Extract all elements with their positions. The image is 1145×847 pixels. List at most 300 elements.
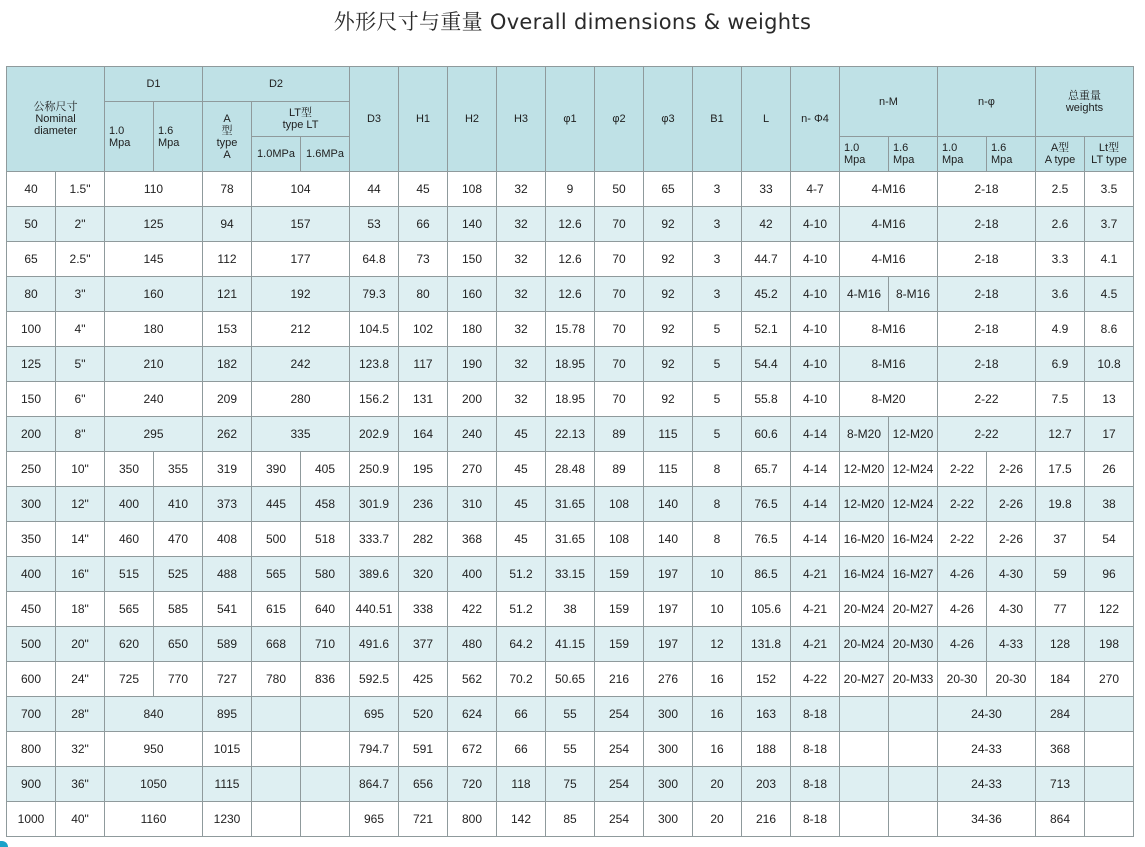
d1-cell: 210 (105, 347, 203, 382)
nominal-inch-cell: 28" (56, 697, 105, 732)
d1-1.0mpa-cell: 350 (105, 452, 154, 487)
d1-cell: 180 (105, 312, 203, 347)
h1-cell: 338 (399, 592, 448, 627)
d2-lt-1.0mpa-cell: 565 (252, 557, 301, 592)
weight-type-lt-cell (1085, 732, 1134, 767)
weight-type-lt-cell: 3.5 (1085, 172, 1134, 207)
h2-cell: 270 (448, 452, 497, 487)
b1-cell: 8 (693, 452, 742, 487)
h2-cell: 240 (448, 417, 497, 452)
phi3-cell: 300 (644, 732, 693, 767)
weight-type-lt-cell: 3.7 (1085, 207, 1134, 242)
weight-type-a-cell: 184 (1036, 662, 1085, 697)
h3-cell: 32 (497, 382, 546, 417)
n-m-1.6mpa-cell (889, 732, 938, 767)
phi3-cell: 300 (644, 802, 693, 837)
phi3-cell: 300 (644, 767, 693, 802)
nominal-inch-cell: 16" (56, 557, 105, 592)
h1-cell: 164 (399, 417, 448, 452)
phi2-cell: 70 (595, 207, 644, 242)
b1-cell: 10 (693, 557, 742, 592)
weight-type-lt-cell: 38 (1085, 487, 1134, 522)
weight-type-lt-cell: 4.5 (1085, 277, 1134, 312)
weight-type-a-cell: 3.6 (1036, 277, 1085, 312)
d2-type-a-cell: 209 (203, 382, 252, 417)
d2-type-a-cell: 408 (203, 522, 252, 557)
h3-cell: 32 (497, 312, 546, 347)
nominal-inch-cell: 4" (56, 312, 105, 347)
l-cell: 86.5 (742, 557, 791, 592)
weight-type-a-cell: 864 (1036, 802, 1085, 837)
h3-cell: 118 (497, 767, 546, 802)
d3-cell: 64.8 (350, 242, 399, 277)
h3-cell: 66 (497, 732, 546, 767)
h3-cell: 51.2 (497, 592, 546, 627)
table-row (7, 662, 1134, 697)
n-m-1.0mpa-cell (840, 767, 889, 802)
phi3-cell: 92 (644, 207, 693, 242)
d3-cell: 79.3 (350, 277, 399, 312)
l-cell: 163 (742, 697, 791, 732)
nominal-dn-cell: 350 (7, 522, 56, 557)
d1-1.0mpa-cell: 460 (105, 522, 154, 557)
d2-type-a-cell: 319 (203, 452, 252, 487)
nominal-inch-cell: 14" (56, 522, 105, 557)
n-m-cell: 8-M16 (840, 347, 938, 382)
phi2-cell: 159 (595, 592, 644, 627)
h1-cell: 45 (399, 172, 448, 207)
d3-cell: 491.6 (350, 627, 399, 662)
n-phi4-cell: 8-18 (791, 767, 840, 802)
h2-cell: 624 (448, 697, 497, 732)
n-m-1.0mpa-header: 1.0 Mpa (840, 137, 889, 172)
phi3-header: φ3 (644, 67, 693, 172)
nominal-dn-cell: 200 (7, 417, 56, 452)
n-m-1.6mpa-cell (889, 767, 938, 802)
weight-type-a-cell: 128 (1036, 627, 1085, 662)
h1-cell: 131 (399, 382, 448, 417)
d1-cell: 125 (105, 207, 203, 242)
d2-lt-1.6mpa-cell: 518 (301, 522, 350, 557)
h3-cell: 142 (497, 802, 546, 837)
d2-lt-cell: 104 (252, 172, 350, 207)
n-phi4-cell: 4-10 (791, 347, 840, 382)
l-cell: 76.5 (742, 487, 791, 522)
phi1-cell: 18.95 (546, 382, 595, 417)
n-m-1.6mpa-cell (889, 697, 938, 732)
phi2-cell: 70 (595, 242, 644, 277)
weight-type-a-cell: 17.5 (1036, 452, 1085, 487)
n-phi-cell: 2-18 (938, 242, 1036, 277)
h3-header: H3 (497, 67, 546, 172)
n-m-1.0mpa-cell: 4-M16 (840, 277, 889, 312)
h3-cell: 32 (497, 277, 546, 312)
n-m-1.0mpa-cell: 16-M24 (840, 557, 889, 592)
h1-cell: 282 (399, 522, 448, 557)
h1-cell: 656 (399, 767, 448, 802)
phi1-cell: 75 (546, 767, 595, 802)
h2-cell: 108 (448, 172, 497, 207)
d2-type-a-cell: 78 (203, 172, 252, 207)
b1-cell: 16 (693, 662, 742, 697)
n-m-1.6mpa-header: 1.6 Mpa (889, 137, 938, 172)
n-phi4-cell: 4-10 (791, 207, 840, 242)
b1-cell: 20 (693, 767, 742, 802)
n-phi-1.6mpa-cell: 4-33 (987, 627, 1036, 662)
phi2-cell: 159 (595, 557, 644, 592)
nominal-dn-cell: 65 (7, 242, 56, 277)
phi2-header: φ2 (595, 67, 644, 172)
d2-header: D2 (203, 67, 350, 102)
d2-lt-1.0mpa-cell: 445 (252, 487, 301, 522)
d3-cell: 592.5 (350, 662, 399, 697)
weight-type-a-cell: 713 (1036, 767, 1085, 802)
weight-type-a-cell: 7.5 (1036, 382, 1085, 417)
d1-cell: 110 (105, 172, 203, 207)
d1-cell: 950 (105, 732, 203, 767)
n-m-1.6mpa-cell: 20-M30 (889, 627, 938, 662)
weight-type-a-cell: 2.5 (1036, 172, 1085, 207)
d2-lt-cell: 280 (252, 382, 350, 417)
n-m-header: n-M (840, 67, 938, 137)
nominal-inch-cell: 32" (56, 732, 105, 767)
nominal-inch-cell: 40" (56, 802, 105, 837)
n-phi-1.0mpa-cell: 4-26 (938, 592, 987, 627)
h3-cell: 45 (497, 522, 546, 557)
b1-cell: 3 (693, 242, 742, 277)
phi1-cell: 12.6 (546, 207, 595, 242)
d3-cell: 440.51 (350, 592, 399, 627)
h2-cell: 800 (448, 802, 497, 837)
n-phi4-cell: 4-21 (791, 557, 840, 592)
weight-type-a-cell: 2.6 (1036, 207, 1085, 242)
weight-type-a-cell: 37 (1036, 522, 1085, 557)
d1-1.0mpa-cell: 515 (105, 557, 154, 592)
b1-cell: 20 (693, 802, 742, 837)
d2-lt-1.0mpa-cell: 780 (252, 662, 301, 697)
l-cell: 55.8 (742, 382, 791, 417)
phi2-cell: 70 (595, 277, 644, 312)
n-m-1.6mpa-cell: 20-M27 (889, 592, 938, 627)
d2-type-lt-header: LT型 type LT (252, 102, 350, 137)
d1-1.6mpa-cell: 410 (154, 487, 203, 522)
page-title: 外形尺寸与重量 Overall dimensions & weights (333, 10, 812, 34)
n-phi4-cell: 4-21 (791, 592, 840, 627)
d2-lt-1.0mpa-cell: 615 (252, 592, 301, 627)
n-phi-cell: 2-18 (938, 277, 1036, 312)
n-m-1.0mpa-cell (840, 697, 889, 732)
phi2-cell: 254 (595, 767, 644, 802)
n-phi4-cell: 4-14 (791, 417, 840, 452)
d1-cell: 160 (105, 277, 203, 312)
h1-cell: 520 (399, 697, 448, 732)
phi2-cell: 108 (595, 487, 644, 522)
d2-type-a-header: A 型 type A (203, 102, 252, 172)
l-cell: 105.6 (742, 592, 791, 627)
weight-type-lt-cell: 198 (1085, 627, 1134, 662)
d2-lt-1.0mpa-header: 1.0MPa (252, 137, 301, 172)
n-phi-1.0mpa-cell: 2-22 (938, 487, 987, 522)
d2-type-a-cell: 488 (203, 557, 252, 592)
h1-cell: 102 (399, 312, 448, 347)
nominal-inch-cell: 24" (56, 662, 105, 697)
d3-cell: 333.7 (350, 522, 399, 557)
table-row (7, 172, 1134, 207)
d2-lt-cell: 242 (252, 347, 350, 382)
h2-cell: 160 (448, 277, 497, 312)
n-phi-cell: 2-22 (938, 417, 1036, 452)
n-phi-1.6mpa-cell: 2-26 (987, 452, 1036, 487)
phi1-cell: 31.65 (546, 487, 595, 522)
d2-lt-1.6mpa-cell (301, 732, 350, 767)
phi2-cell: 254 (595, 732, 644, 767)
n-phi4-cell: 4-14 (791, 452, 840, 487)
phi1-cell: 28.48 (546, 452, 595, 487)
h2-cell: 400 (448, 557, 497, 592)
d2-type-a-cell: 121 (203, 277, 252, 312)
n-m-cell: 8-M20 (840, 382, 938, 417)
n-m-1.6mpa-cell: 12-M24 (889, 452, 938, 487)
l-cell: 52.1 (742, 312, 791, 347)
h3-cell: 45 (497, 487, 546, 522)
d2-lt-1.6mpa-cell (301, 697, 350, 732)
n-m-1.0mpa-cell: 16-M20 (840, 522, 889, 557)
nominal-diameter-header: 公称尺寸 Nominal diameter (7, 67, 105, 172)
d3-cell: 695 (350, 697, 399, 732)
n-phi-1.0mpa-header: 1.0 Mpa (938, 137, 987, 172)
nominal-dn-cell: 700 (7, 697, 56, 732)
h1-cell: 66 (399, 207, 448, 242)
d2-lt-1.6mpa-cell: 580 (301, 557, 350, 592)
b1-cell: 12 (693, 627, 742, 662)
h3-cell: 32 (497, 172, 546, 207)
d1-1.0mpa-cell: 400 (105, 487, 154, 522)
nominal-dn-cell: 150 (7, 382, 56, 417)
nominal-inch-cell: 10" (56, 452, 105, 487)
b1-cell: 16 (693, 697, 742, 732)
n-phi4-cell: 4-10 (791, 382, 840, 417)
phi1-cell: 33.15 (546, 557, 595, 592)
n-m-1.0mpa-cell (840, 732, 889, 767)
nominal-inch-cell: 18" (56, 592, 105, 627)
phi2-cell: 70 (595, 347, 644, 382)
phi3-cell: 140 (644, 522, 693, 557)
n-phi-header: n-φ (938, 67, 1036, 137)
l-cell: 44.7 (742, 242, 791, 277)
d2-lt-1.6mpa-cell: 405 (301, 452, 350, 487)
d2-type-a-cell: 1230 (203, 802, 252, 837)
phi3-cell: 92 (644, 382, 693, 417)
nominal-inch-cell: 36" (56, 767, 105, 802)
table-row (7, 697, 1134, 732)
d2-type-a-cell: 94 (203, 207, 252, 242)
h1-cell: 425 (399, 662, 448, 697)
phi3-cell: 140 (644, 487, 693, 522)
weight-type-lt-cell (1085, 802, 1134, 837)
d2-lt-cell: 157 (252, 207, 350, 242)
d1-cell: 295 (105, 417, 203, 452)
d2-lt-1.0mpa-cell (252, 697, 301, 732)
weight-type-lt-cell: 270 (1085, 662, 1134, 697)
d1-1.6mpa-cell: 525 (154, 557, 203, 592)
nominal-dn-cell: 1000 (7, 802, 56, 837)
nominal-dn-cell: 40 (7, 172, 56, 207)
n-phi4-cell: 4-22 (791, 662, 840, 697)
phi3-cell: 197 (644, 627, 693, 662)
n-phi-1.6mpa-header: 1.6 Mpa (987, 137, 1036, 172)
d2-lt-1.0mpa-cell: 390 (252, 452, 301, 487)
n-phi-cell: 2-22 (938, 382, 1036, 417)
l-cell: 45.2 (742, 277, 791, 312)
weight-type-lt-cell: 17 (1085, 417, 1134, 452)
n-phi-1.0mpa-cell: 20-30 (938, 662, 987, 697)
phi1-cell: 12.6 (546, 277, 595, 312)
d1-1.0mpa-cell: 565 (105, 592, 154, 627)
d1-1.6mpa-cell: 585 (154, 592, 203, 627)
b1-cell: 3 (693, 207, 742, 242)
weight-type-a-cell: 4.9 (1036, 312, 1085, 347)
weight-type-lt-cell: 4.1 (1085, 242, 1134, 277)
n-phi-cell: 34-36 (938, 802, 1036, 837)
phi3-cell: 197 (644, 557, 693, 592)
nominal-inch-cell: 20" (56, 627, 105, 662)
n-phi4-cell: 4-14 (791, 522, 840, 557)
d3-cell: 864.7 (350, 767, 399, 802)
h2-cell: 200 (448, 382, 497, 417)
n-phi-1.6mpa-cell: 2-26 (987, 522, 1036, 557)
d2-lt-cell: 335 (252, 417, 350, 452)
nominal-dn-cell: 500 (7, 627, 56, 662)
h2-cell: 562 (448, 662, 497, 697)
n-m-1.0mpa-cell: 8-M20 (840, 417, 889, 452)
b1-cell: 5 (693, 382, 742, 417)
n-m-1.6mpa-cell (889, 802, 938, 837)
d3-cell: 389.6 (350, 557, 399, 592)
nominal-dn-cell: 80 (7, 277, 56, 312)
h2-cell: 310 (448, 487, 497, 522)
h1-cell: 236 (399, 487, 448, 522)
phi2-cell: 50 (595, 172, 644, 207)
d2-type-a-cell: 895 (203, 697, 252, 732)
n-phi4-cell: 4-10 (791, 277, 840, 312)
n-phi-cell: 2-18 (938, 312, 1036, 347)
d1-1.0mpa-cell: 725 (105, 662, 154, 697)
n-m-1.0mpa-cell: 20-M24 (840, 592, 889, 627)
n-phi4-cell: 4-10 (791, 312, 840, 347)
n-phi-1.6mpa-cell: 4-30 (987, 592, 1036, 627)
phi1-header: φ1 (546, 67, 595, 172)
d2-lt-1.0mpa-cell: 668 (252, 627, 301, 662)
nominal-inch-cell: 1.5" (56, 172, 105, 207)
h2-cell: 150 (448, 242, 497, 277)
d1-cell: 1160 (105, 802, 203, 837)
l-cell: 131.8 (742, 627, 791, 662)
n-m-cell: 4-M16 (840, 207, 938, 242)
n-phi-1.0mpa-cell: 4-26 (938, 627, 987, 662)
n-m-1.0mpa-cell (840, 802, 889, 837)
n-phi4-cell: 4-14 (791, 487, 840, 522)
d2-type-a-cell: 727 (203, 662, 252, 697)
h3-cell: 70.2 (497, 662, 546, 697)
n-phi4-cell: 4-21 (791, 627, 840, 662)
d2-lt-cell: 192 (252, 277, 350, 312)
b1-cell: 5 (693, 347, 742, 382)
d1-cell: 145 (105, 242, 203, 277)
phi2-cell: 159 (595, 627, 644, 662)
n-m-1.6mpa-cell: 16-M24 (889, 522, 938, 557)
nominal-dn-cell: 600 (7, 662, 56, 697)
n-phi-1.6mpa-cell: 2-26 (987, 487, 1036, 522)
table-row (7, 452, 1134, 487)
n-phi-cell: 2-18 (938, 172, 1036, 207)
weight-type-lt-header: Lt型 LT type (1085, 137, 1134, 172)
table-row (7, 382, 1134, 417)
h2-cell: 368 (448, 522, 497, 557)
weight-type-lt-cell: 54 (1085, 522, 1134, 557)
nominal-dn-cell: 400 (7, 557, 56, 592)
h1-cell: 80 (399, 277, 448, 312)
weight-type-a-cell: 6.9 (1036, 347, 1085, 382)
phi2-cell: 254 (595, 802, 644, 837)
n-m-1.0mpa-cell: 12-M20 (840, 487, 889, 522)
d2-type-a-cell: 182 (203, 347, 252, 382)
l-cell: 54.4 (742, 347, 791, 382)
weight-type-a-cell: 368 (1036, 732, 1085, 767)
h2-cell: 672 (448, 732, 497, 767)
d2-lt-1.6mpa-cell: 836 (301, 662, 350, 697)
h1-cell: 117 (399, 347, 448, 382)
weight-type-lt-cell: 8.6 (1085, 312, 1134, 347)
n-m-1.6mpa-cell: 12-M24 (889, 487, 938, 522)
h3-cell: 32 (497, 242, 546, 277)
d1-cell: 840 (105, 697, 203, 732)
d3-cell: 53 (350, 207, 399, 242)
weight-type-a-cell: 59 (1036, 557, 1085, 592)
d2-lt-1.0mpa-cell (252, 732, 301, 767)
h2-cell: 480 (448, 627, 497, 662)
n-m-1.6mpa-cell: 16-M27 (889, 557, 938, 592)
h2-cell: 180 (448, 312, 497, 347)
d2-type-a-cell: 1115 (203, 767, 252, 802)
d2-lt-1.0mpa-cell (252, 767, 301, 802)
weight-header: 总重量 weights (1036, 67, 1134, 137)
d3-cell: 301.9 (350, 487, 399, 522)
d3-cell: 44 (350, 172, 399, 207)
table-row (7, 242, 1134, 277)
table-row (7, 802, 1134, 837)
table-row (7, 487, 1134, 522)
n-phi-1.0mpa-cell: 4-26 (938, 557, 987, 592)
phi1-cell: 55 (546, 732, 595, 767)
d2-lt-1.0mpa-cell (252, 802, 301, 837)
d3-cell: 794.7 (350, 732, 399, 767)
n-m-1.0mpa-cell: 20-M24 (840, 627, 889, 662)
l-cell: 188 (742, 732, 791, 767)
nominal-dn-cell: 450 (7, 592, 56, 627)
h2-cell: 720 (448, 767, 497, 802)
phi3-cell: 115 (644, 417, 693, 452)
b1-cell: 16 (693, 732, 742, 767)
nominal-dn-cell: 900 (7, 767, 56, 802)
nominal-inch-cell: 2.5" (56, 242, 105, 277)
h1-cell: 721 (399, 802, 448, 837)
weight-type-lt-cell: 96 (1085, 557, 1134, 592)
weight-type-lt-cell (1085, 697, 1134, 732)
h2-cell: 140 (448, 207, 497, 242)
h3-cell: 66 (497, 697, 546, 732)
phi3-cell: 92 (644, 277, 693, 312)
table-row (7, 522, 1134, 557)
